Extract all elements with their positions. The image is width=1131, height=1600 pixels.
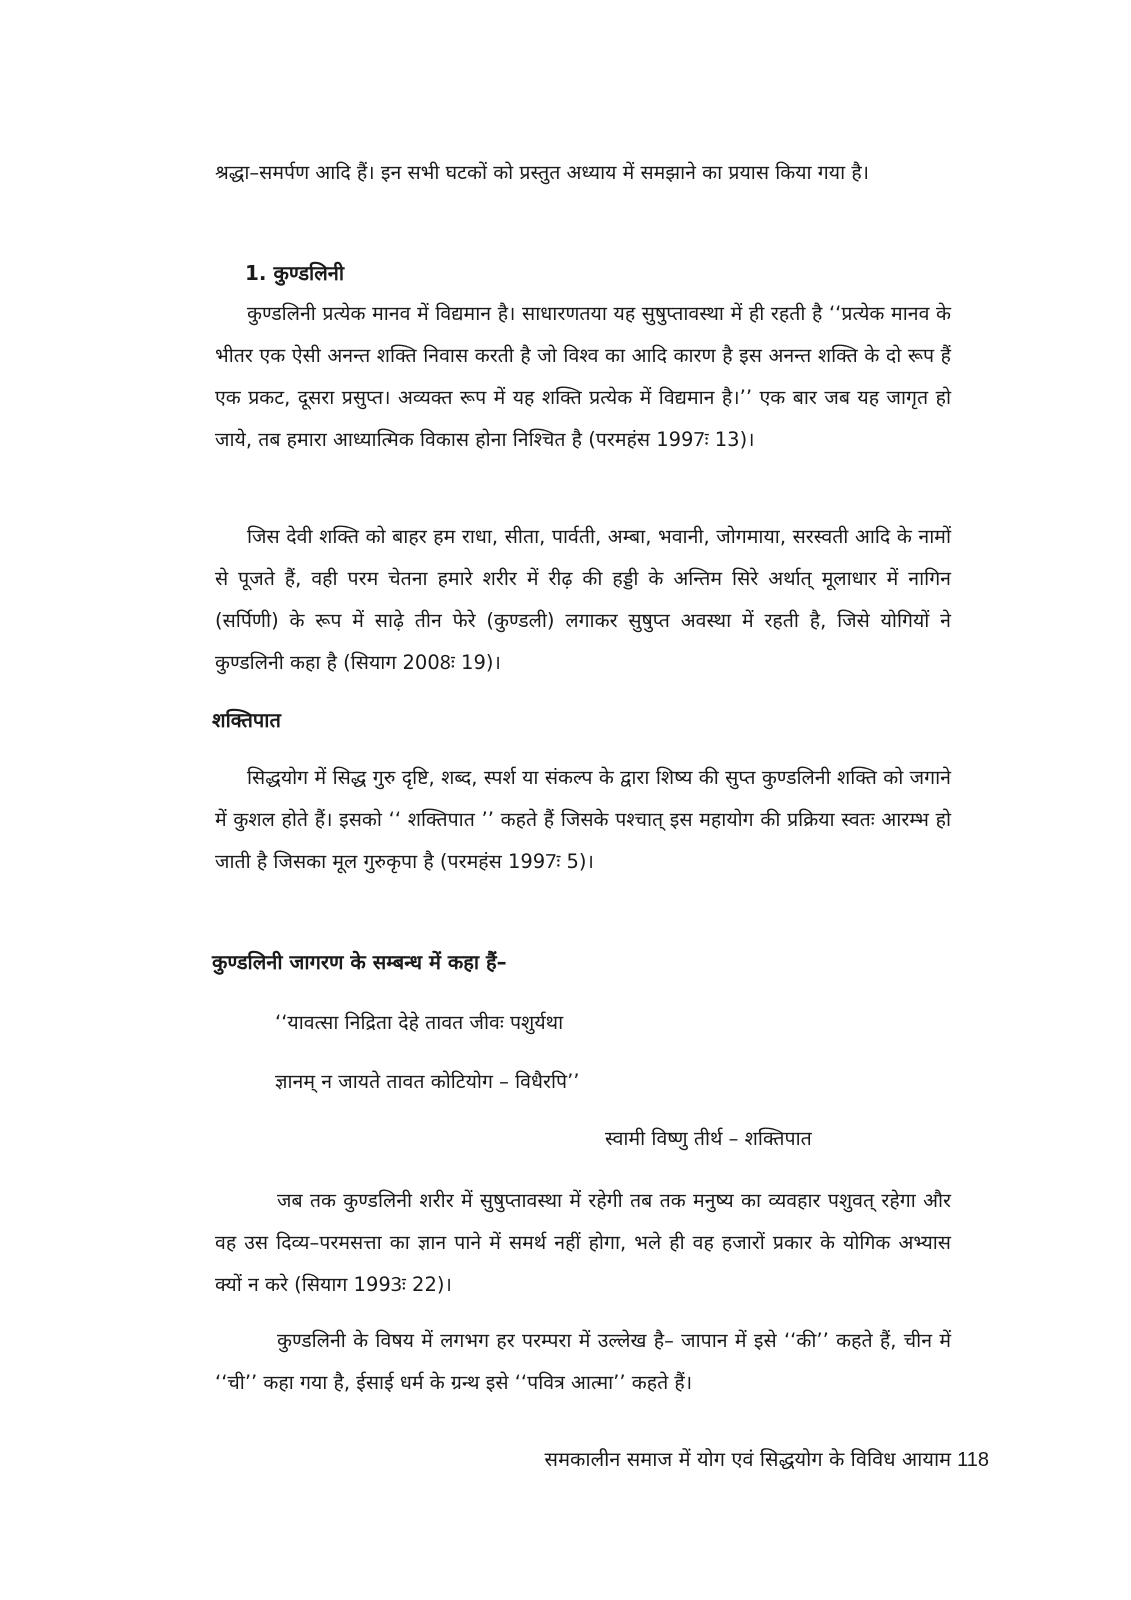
page-number: 118 (957, 1449, 989, 1471)
kundalini-jagran-heading: कुण्डलिनी जागरण के सम्बन्ध में कहा हैं– (212, 950, 507, 974)
intro-paragraph: श्रद्धा–समर्पण आदि हैं। इन सभी घटकों को प्रस्तुत अध्याय में समझाने का प्रयास किया गया है। (215, 161, 870, 184)
jab-tak-paragraph: जब तक कुण्डलिनी शरीर में सुषुप्तावस्था में रहेगी तब तक मनुष्य का व्यवहार पशुवत् रहेगा और वह उस दिव्य–परमसत्ता का ज्ञान पाने में समर्थ नहीं होगा, भले ही वह हजारों प्रकार के योगिक अभ्यास क्यों न करे (सियाग 1993ः 22)। (215, 1189, 951, 1296)
footer-title: समकालीन समाज में योग एवं सिद्धयोग के विविध आयाम (544, 1447, 952, 1471)
shaktipat-paragraph: सिद्धयोग में सिद्ध गुरु दृष्टि, शब्द, स्पर्श या संकल्प के द्वारा शिष्य की सुप्त कुण्डलिनी शक्ति को जगाने में कुशल होते हैं। इसको ‘‘ शक्तिपात ’’ कहते हैं जिसके पश्चात् इस महायोग की प्रक्रिया स्वतः आरम्भ हो जाती है जिसका मूल गुरुकृपा है (परमहंस 1997ः 5)। (215, 766, 951, 873)
section-heading-kundalini: 1. कुण्डलिनी (245, 261, 345, 285)
page-footer (545, 1444, 989, 1475)
verse-line-2: ज्ञानम् न जायते तावत कोटियोग – विधैरपि’’ (275, 1070, 580, 1093)
kundalini-paragraph-1: कुण्डलिनी प्रत्येक मानव में विद्यमान है। साधारणतया यह सुषुप्तावस्था में ही रहती है ‘‘प्रत्येक मानव के भीतर एक ऐसी अनन्त शक्ति निवास करती है जो विश्व का आदि कारण है इस अनन्त शक्ति के दो रूप हैं एक प्रकट, दूसरा प्रसुप्त। अव्यक्त रूप में यह शक्ति प्रत्येक में विद्यमान है।’’ एक बार जब यह जागृत हो जाये, तब हमारा आध्यात्मिक विकास होना निश्चित है (परमहंस 1997ः 13)। (215, 302, 951, 451)
verse-line-1: ‘‘यावत्सा निद्रिता देहे तावत जीवः पशुर्यथा (275, 1011, 564, 1034)
kundalini-paragraph-2: जिस देवी शक्ति को बाहर हम राधा, सीता, पार्वती, अम्बा, भवानी, जोगमाया, सरस्वती आदि के नामों से पूजते हैं, वही परम चेतना हमारे शरीर में रीढ़ की हड्डी के अन्तिम सिरे अर्थात् मूलाधार में नागिन (सर्पिणी) के रूप में साढ़े तीन फेरे (कुण्डली) लगाकर सुषुप्त अवस्था में रहती है, जिसे योगियों ने कुण्डलिनी कहा है (सियाग 2008ः 19)। (215, 525, 951, 674)
shaktipat-heading: शक्तिपात (212, 708, 281, 732)
verse-attribution: स्वामी विष्णु तीर्थ – शक्तिपात (605, 1127, 812, 1150)
parampara-paragraph: कुण्डलिनी के विषय में लगभग हर परम्परा में उल्लेख है– जापान में इसे ‘‘की’’ कहते हैं, चीन में ‘‘ची’’ कहा गया है, ईसाई धर्म के ग्रन्थ इसे ‘‘पवित्र आत्मा’’ कहते हैं। (215, 1329, 951, 1394)
